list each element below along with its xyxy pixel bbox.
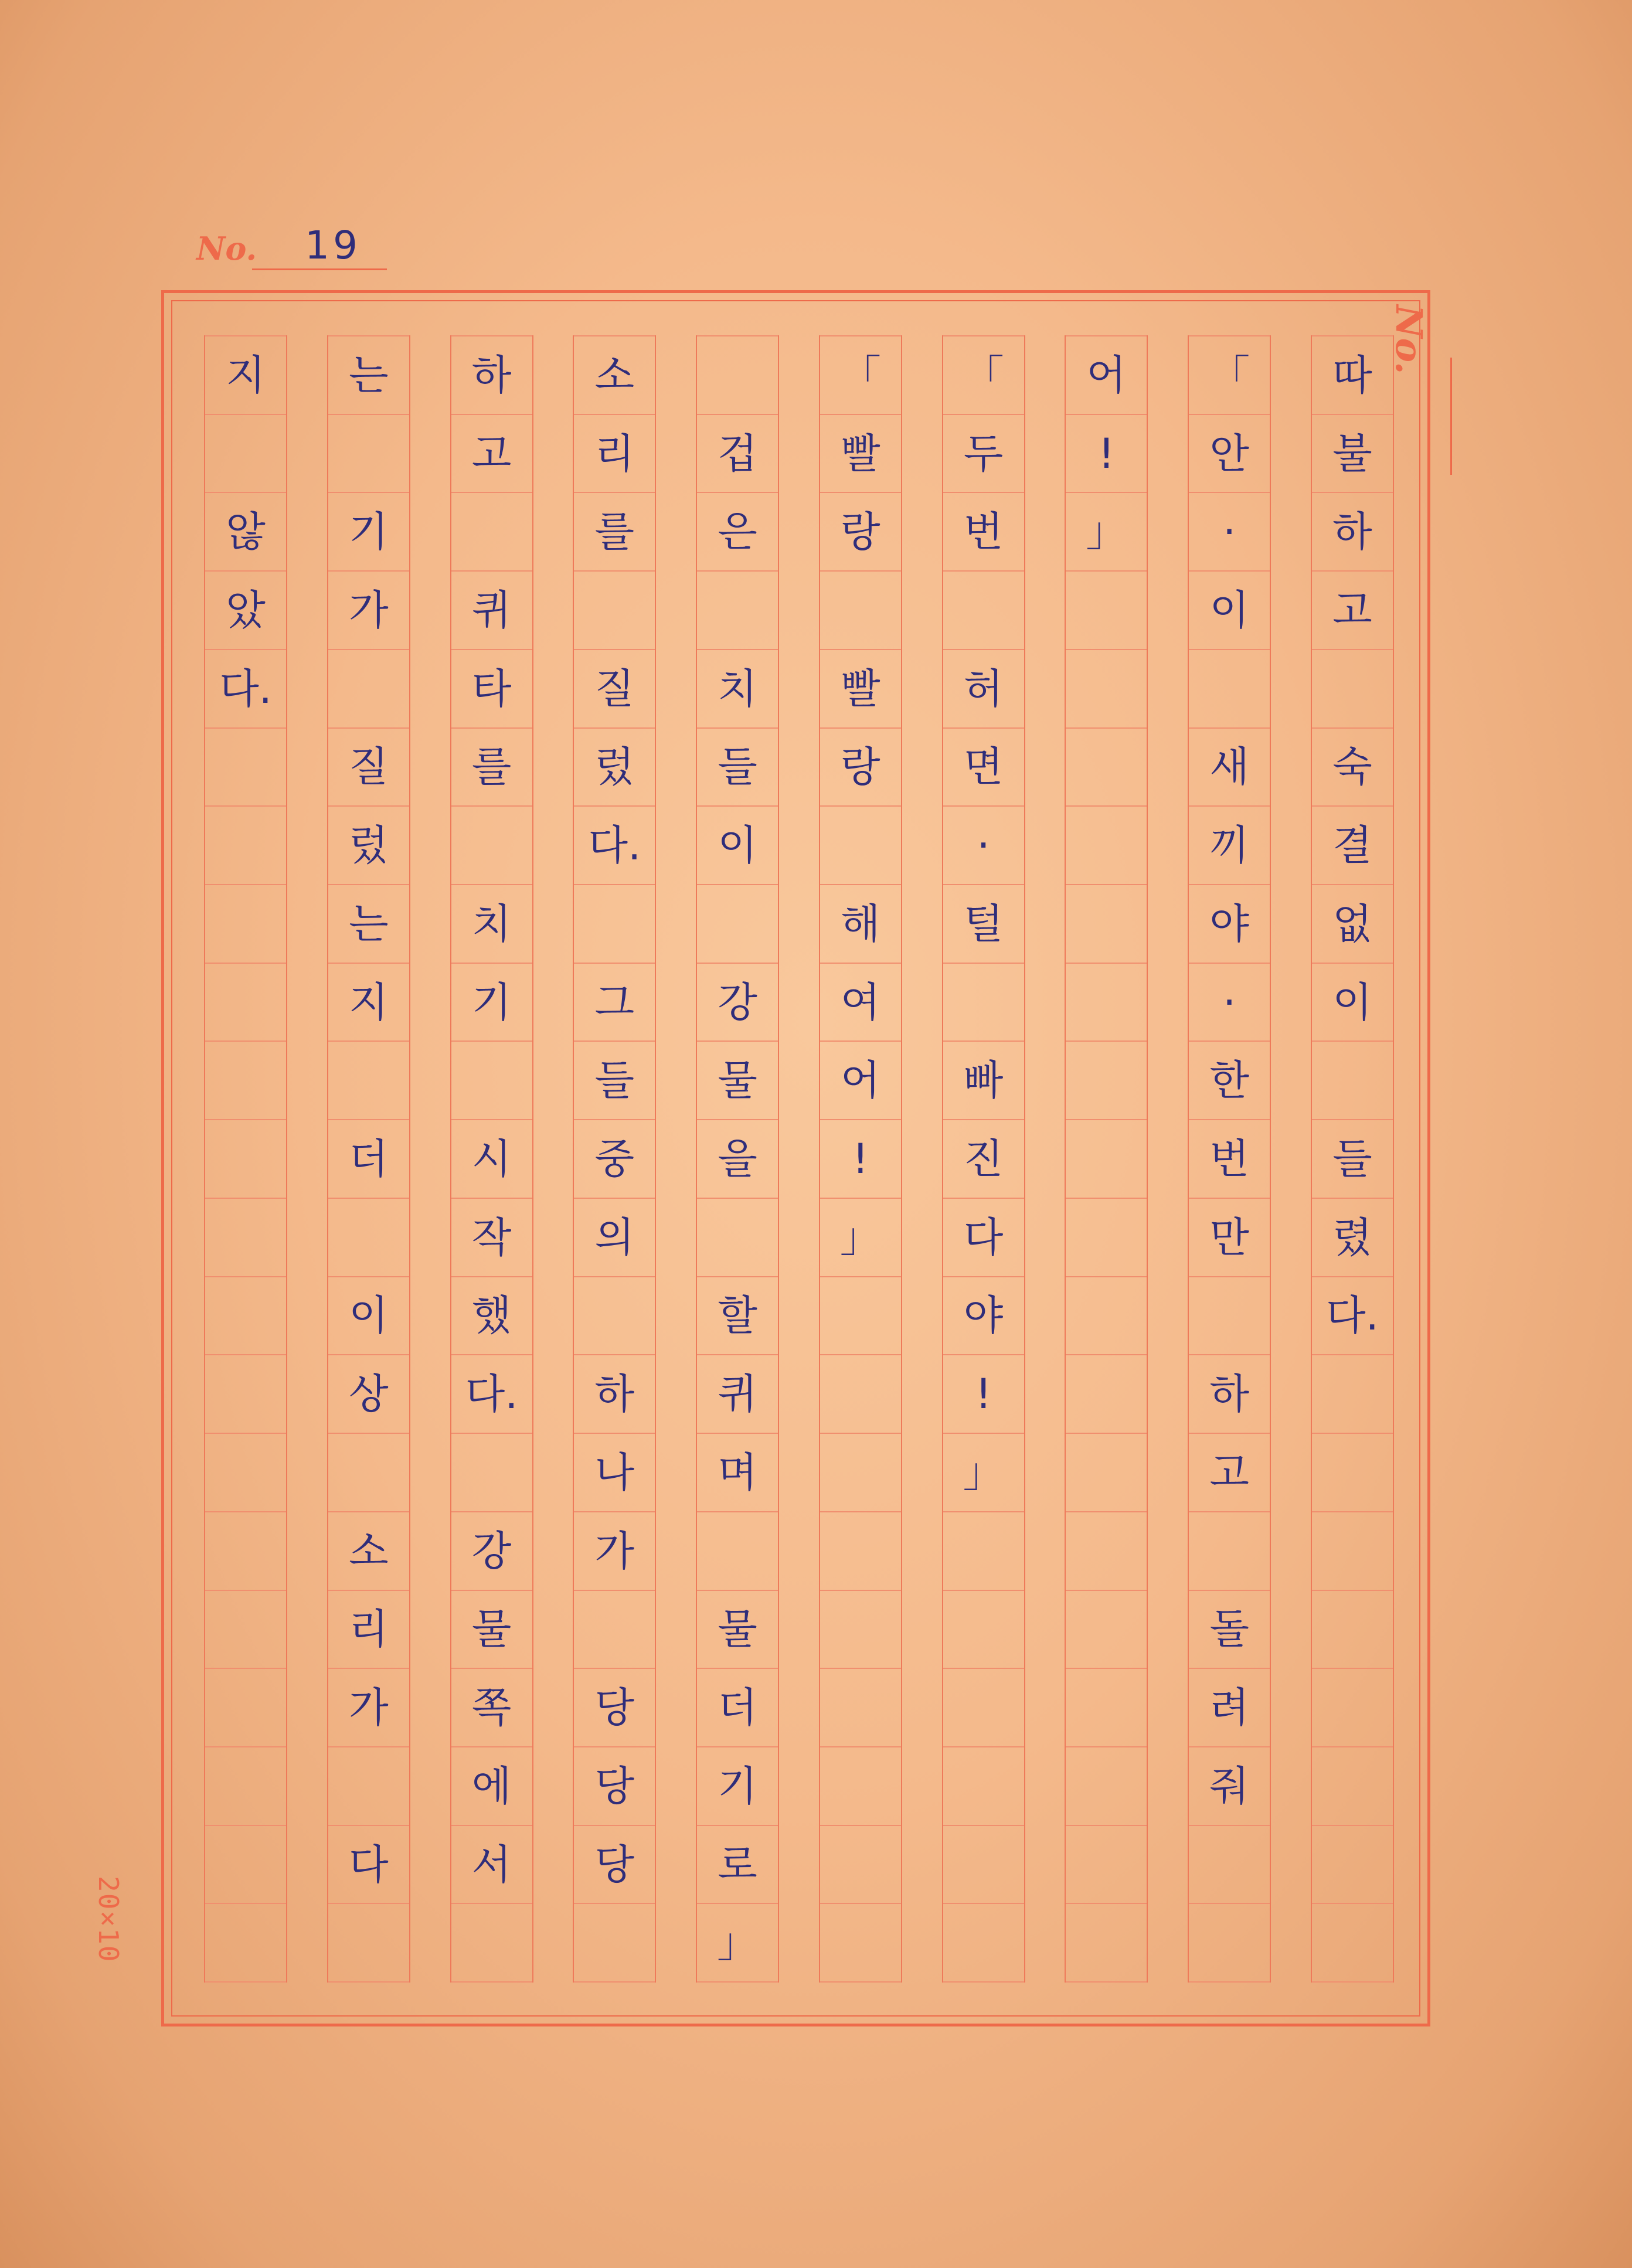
- grid-cell: 면: [943, 729, 1024, 807]
- grid-cell: 할: [697, 1277, 778, 1356]
- grid-cell: 지: [328, 964, 409, 1042]
- grid-cell: [451, 1434, 532, 1512]
- grid-cell: 여: [820, 964, 901, 1042]
- grid-cell: 시: [451, 1120, 532, 1199]
- grid-cell: [328, 1747, 409, 1826]
- grid-cell: [1066, 807, 1147, 885]
- grid-cell: 는: [328, 335, 409, 415]
- grid-cell: 새: [1189, 729, 1270, 807]
- grid-cell: [943, 1747, 1024, 1826]
- grid-cell: 치: [697, 650, 778, 729]
- grid-cell: [820, 1277, 901, 1356]
- grid-cell: 「: [820, 335, 901, 415]
- grid-cell: 이: [1312, 964, 1393, 1042]
- page-number-label: No.: [196, 230, 257, 267]
- grid-cell: [205, 1434, 286, 1512]
- grid-cell: [1312, 1826, 1393, 1905]
- grid-cell: ·: [943, 807, 1024, 885]
- manuscript-grid: [204, 335, 1394, 1983]
- grid-cell: 지: [205, 335, 286, 415]
- grid-cell: 를: [451, 729, 532, 807]
- grid-cell: 들: [697, 729, 778, 807]
- grid-cell: [1066, 1826, 1147, 1905]
- grid-cell: 이: [328, 1277, 409, 1356]
- grid-cell: [1066, 729, 1147, 807]
- grid-cell: 털: [943, 885, 1024, 964]
- grid-cell: [451, 807, 532, 885]
- grid-cell: [1189, 1277, 1270, 1356]
- grid-cell: [1066, 885, 1147, 964]
- grid-cell: 더: [697, 1669, 778, 1747]
- grid-cell: [1312, 650, 1393, 729]
- grid-cell: [1066, 650, 1147, 729]
- grid-cell: 」: [943, 1434, 1024, 1512]
- grid-column: [573, 335, 656, 1983]
- grid-cell: 번: [1189, 1120, 1270, 1199]
- grid-cell: [1312, 1904, 1393, 1983]
- grid-cell: 만: [1189, 1199, 1270, 1277]
- grid-cell: [1312, 1591, 1393, 1669]
- grid-cell: [1189, 1512, 1270, 1591]
- grid-cell: 가: [328, 1669, 409, 1747]
- grid-column: [327, 335, 410, 1983]
- grid-cell: 기: [451, 964, 532, 1042]
- grid-cell: [820, 1512, 901, 1591]
- grid-cell: [205, 1512, 286, 1591]
- grid-cell: 고: [1189, 1434, 1270, 1512]
- grid-cell: 로: [697, 1826, 778, 1905]
- grid-cell: 하: [1189, 1355, 1270, 1434]
- grid-cell: [1066, 1355, 1147, 1434]
- grid-cell: 없: [1312, 885, 1393, 964]
- grid-cell: 며: [697, 1434, 778, 1512]
- grid-column: [450, 335, 533, 1983]
- grid-cell: [1066, 1669, 1147, 1747]
- grid-cell: [820, 572, 901, 650]
- grid-cell: 빨: [820, 650, 901, 729]
- grid-cell: 퀴: [697, 1355, 778, 1434]
- grid-cell: [943, 1904, 1024, 1983]
- grid-column: [204, 335, 287, 1983]
- page-number-underline: [252, 268, 387, 270]
- grid-cell: [943, 1826, 1024, 1905]
- grid-cell: 들: [574, 1042, 655, 1120]
- grid-cell: [574, 885, 655, 964]
- grid-cell: 진: [943, 1120, 1024, 1199]
- grid-cell: 강: [697, 964, 778, 1042]
- grid-cell: [697, 572, 778, 650]
- grid-cell: [943, 964, 1024, 1042]
- grid-cell: 리: [328, 1591, 409, 1669]
- grid-cell: [205, 1120, 286, 1199]
- grid-cell: [820, 1669, 901, 1747]
- grid-cell: 기: [328, 493, 409, 572]
- grid-cell: [1066, 964, 1147, 1042]
- grid-cell: [820, 807, 901, 885]
- grid-cell: 」: [1066, 493, 1147, 572]
- grid-cell: 그: [574, 964, 655, 1042]
- grid-cell: [205, 1747, 286, 1826]
- corner-number-label: No.: [1388, 305, 1430, 375]
- grid-cell: 야: [1189, 885, 1270, 964]
- grid-cell: 더: [328, 1120, 409, 1199]
- grid-column: [1065, 335, 1148, 1983]
- grid-cell: 않: [205, 493, 286, 572]
- grid-cell: [943, 1669, 1024, 1747]
- grid-cell: 질: [574, 650, 655, 729]
- grid-cell: [1312, 1747, 1393, 1826]
- grid-cell: [328, 1434, 409, 1512]
- grid-cell: [1066, 572, 1147, 650]
- grid-cell: 퀴: [451, 572, 532, 650]
- grid-cell: [1066, 1277, 1147, 1356]
- grid-cell: [820, 1591, 901, 1669]
- grid-cell: 빨: [820, 415, 901, 494]
- grid-cell: [1189, 1904, 1270, 1983]
- grid-cell: [820, 1355, 901, 1434]
- grid-cell: [328, 650, 409, 729]
- grid-cell: [328, 415, 409, 494]
- grid-cell: 했: [451, 1277, 532, 1356]
- grid-cell: 들: [1312, 1120, 1393, 1199]
- grid-cell: 「: [943, 335, 1024, 415]
- grid-cell: 끼: [1189, 807, 1270, 885]
- grid-cell: 하: [1312, 493, 1393, 572]
- grid-cell: 다.: [205, 650, 286, 729]
- grid-cell: ·: [1189, 964, 1270, 1042]
- grid-cell: 당: [574, 1826, 655, 1905]
- grid-cell: 렸: [1312, 1199, 1393, 1277]
- grid-cell: [820, 1904, 901, 1983]
- grid-cell: [820, 1747, 901, 1826]
- grid-cell: [328, 1199, 409, 1277]
- grid-cell: 나: [574, 1434, 655, 1512]
- grid-cell: [451, 1042, 532, 1120]
- grid-cell: 강: [451, 1512, 532, 1591]
- grid-cell: 소: [328, 1512, 409, 1591]
- grid-cell: 작: [451, 1199, 532, 1277]
- grid-cell: ·: [1189, 493, 1270, 572]
- grid-cell: 가: [574, 1512, 655, 1591]
- grid-cell: [1312, 1355, 1393, 1434]
- grid-cell: 다.: [1312, 1277, 1393, 1356]
- grid-cell: 당: [574, 1747, 655, 1826]
- grid-cell: [1066, 1512, 1147, 1591]
- grid-size-mark: 20×10: [93, 1876, 124, 1963]
- grid-cell: 를: [574, 493, 655, 572]
- grid-cell: 서: [451, 1826, 532, 1905]
- grid-cell: 소: [574, 335, 655, 415]
- grid-cell: 다: [328, 1826, 409, 1905]
- grid-cell: 치: [451, 885, 532, 964]
- grid-cell: 당: [574, 1669, 655, 1747]
- grid-cell: 「: [1189, 335, 1270, 415]
- grid-cell: 겁: [697, 415, 778, 494]
- grid-cell: 쪽: [451, 1669, 532, 1747]
- grid-cell: 어: [1066, 335, 1147, 415]
- grid-cell: 한: [1189, 1042, 1270, 1120]
- grid-cell: [697, 1199, 778, 1277]
- grid-cell: 안: [1189, 415, 1270, 494]
- grid-cell: [1312, 1669, 1393, 1747]
- grid-cell: [205, 1042, 286, 1120]
- grid-cell: [943, 1512, 1024, 1591]
- grid-cell: [205, 1904, 286, 1983]
- grid-cell: 물: [697, 1591, 778, 1669]
- grid-cell: [697, 1512, 778, 1591]
- grid-cell: 물: [697, 1042, 778, 1120]
- corner-number-line: [1450, 358, 1452, 475]
- grid-cell: 다.: [451, 1355, 532, 1434]
- grid-cell: [1189, 650, 1270, 729]
- grid-cell: [574, 1591, 655, 1669]
- grid-cell: [205, 1669, 286, 1747]
- grid-cell: 」: [820, 1199, 901, 1277]
- grid-cell: 번: [943, 493, 1024, 572]
- grid-cell: 은: [697, 493, 778, 572]
- grid-cell: !: [820, 1120, 901, 1199]
- grid-cell: [205, 729, 286, 807]
- grid-cell: 고: [451, 415, 532, 494]
- grid-cell: [1189, 1826, 1270, 1905]
- grid-cell: 고: [1312, 572, 1393, 650]
- grid-cell: 았: [205, 572, 286, 650]
- grid-cell: 숙: [1312, 729, 1393, 807]
- grid-cell: 하: [451, 335, 532, 415]
- grid-column: [942, 335, 1025, 1983]
- grid-cell: 렀: [574, 729, 655, 807]
- grid-cell: [574, 1904, 655, 1983]
- page-number-value: 19: [305, 223, 361, 268]
- grid-cell: 을: [697, 1120, 778, 1199]
- grid-cell: [574, 572, 655, 650]
- grid-cell: !: [943, 1355, 1024, 1434]
- grid-cell: 결: [1312, 807, 1393, 885]
- grid-column: [1188, 335, 1271, 1983]
- grid-cell: [943, 1591, 1024, 1669]
- grid-cell: [1066, 1434, 1147, 1512]
- grid-cell: [328, 1042, 409, 1120]
- grid-cell: 가: [328, 572, 409, 650]
- grid-cell: 물: [451, 1591, 532, 1669]
- grid-cell: 다.: [574, 807, 655, 885]
- grid-cell: [1066, 1747, 1147, 1826]
- grid-cell: 이: [697, 807, 778, 885]
- grid-cell: 두: [943, 415, 1024, 494]
- grid-cell: 따: [1312, 335, 1393, 415]
- grid-column: [696, 335, 779, 1983]
- grid-cell: [697, 885, 778, 964]
- grid-cell: [451, 493, 532, 572]
- grid-cell: 리: [574, 415, 655, 494]
- grid-cell: [820, 1434, 901, 1512]
- grid-cell: 타: [451, 650, 532, 729]
- grid-cell: 질: [328, 729, 409, 807]
- grid-cell: [205, 415, 286, 494]
- grid-cell: [205, 1199, 286, 1277]
- grid-cell: [205, 1355, 286, 1434]
- grid-cell: 랑: [820, 729, 901, 807]
- grid-cell: 랑: [820, 493, 901, 572]
- grid-cell: [1066, 1199, 1147, 1277]
- grid-cell: 의: [574, 1199, 655, 1277]
- grid-cell: [205, 1591, 286, 1669]
- grid-cell: 기: [697, 1747, 778, 1826]
- grid-cell: [1066, 1120, 1147, 1199]
- grid-cell: 야: [943, 1277, 1024, 1356]
- grid-cell: 다: [943, 1199, 1024, 1277]
- grid-cell: [205, 1277, 286, 1356]
- grid-cell: 빠: [943, 1042, 1024, 1120]
- grid-column: [1311, 335, 1394, 1983]
- grid-cell: [205, 885, 286, 964]
- grid-cell: [1066, 1042, 1147, 1120]
- grid-cell: [328, 1904, 409, 1983]
- grid-cell: 중: [574, 1120, 655, 1199]
- grid-cell: [1066, 1591, 1147, 1669]
- grid-cell: 」: [697, 1904, 778, 1983]
- grid-cell: [1312, 1042, 1393, 1120]
- grid-cell: 상: [328, 1355, 409, 1434]
- grid-cell: [1312, 1434, 1393, 1512]
- grid-cell: [1312, 1512, 1393, 1591]
- grid-cell: 는: [328, 885, 409, 964]
- grid-cell: [451, 1904, 532, 1983]
- grid-cell: [820, 1826, 901, 1905]
- grid-cell: [943, 572, 1024, 650]
- grid-cell: 불: [1312, 415, 1393, 494]
- grid-cell: 이: [1189, 572, 1270, 650]
- grid-cell: !: [1066, 415, 1147, 494]
- grid-cell: 려: [1189, 1669, 1270, 1747]
- grid-cell: 하: [574, 1355, 655, 1434]
- grid-cell: 어: [820, 1042, 901, 1120]
- grid-cell: [205, 1826, 286, 1905]
- grid-column: [819, 335, 902, 1983]
- grid-cell: [205, 964, 286, 1042]
- grid-cell: 렀: [328, 807, 409, 885]
- grid-cell: 에: [451, 1747, 532, 1826]
- grid-cell: 허: [943, 650, 1024, 729]
- grid-cell: 줘: [1189, 1747, 1270, 1826]
- grid-cell: [205, 807, 286, 885]
- grid-cell: [574, 1277, 655, 1356]
- grid-cell: [697, 335, 778, 415]
- grid-cell: 돌: [1189, 1591, 1270, 1669]
- grid-cell: [1066, 1904, 1147, 1983]
- grid-cell: 해: [820, 885, 901, 964]
